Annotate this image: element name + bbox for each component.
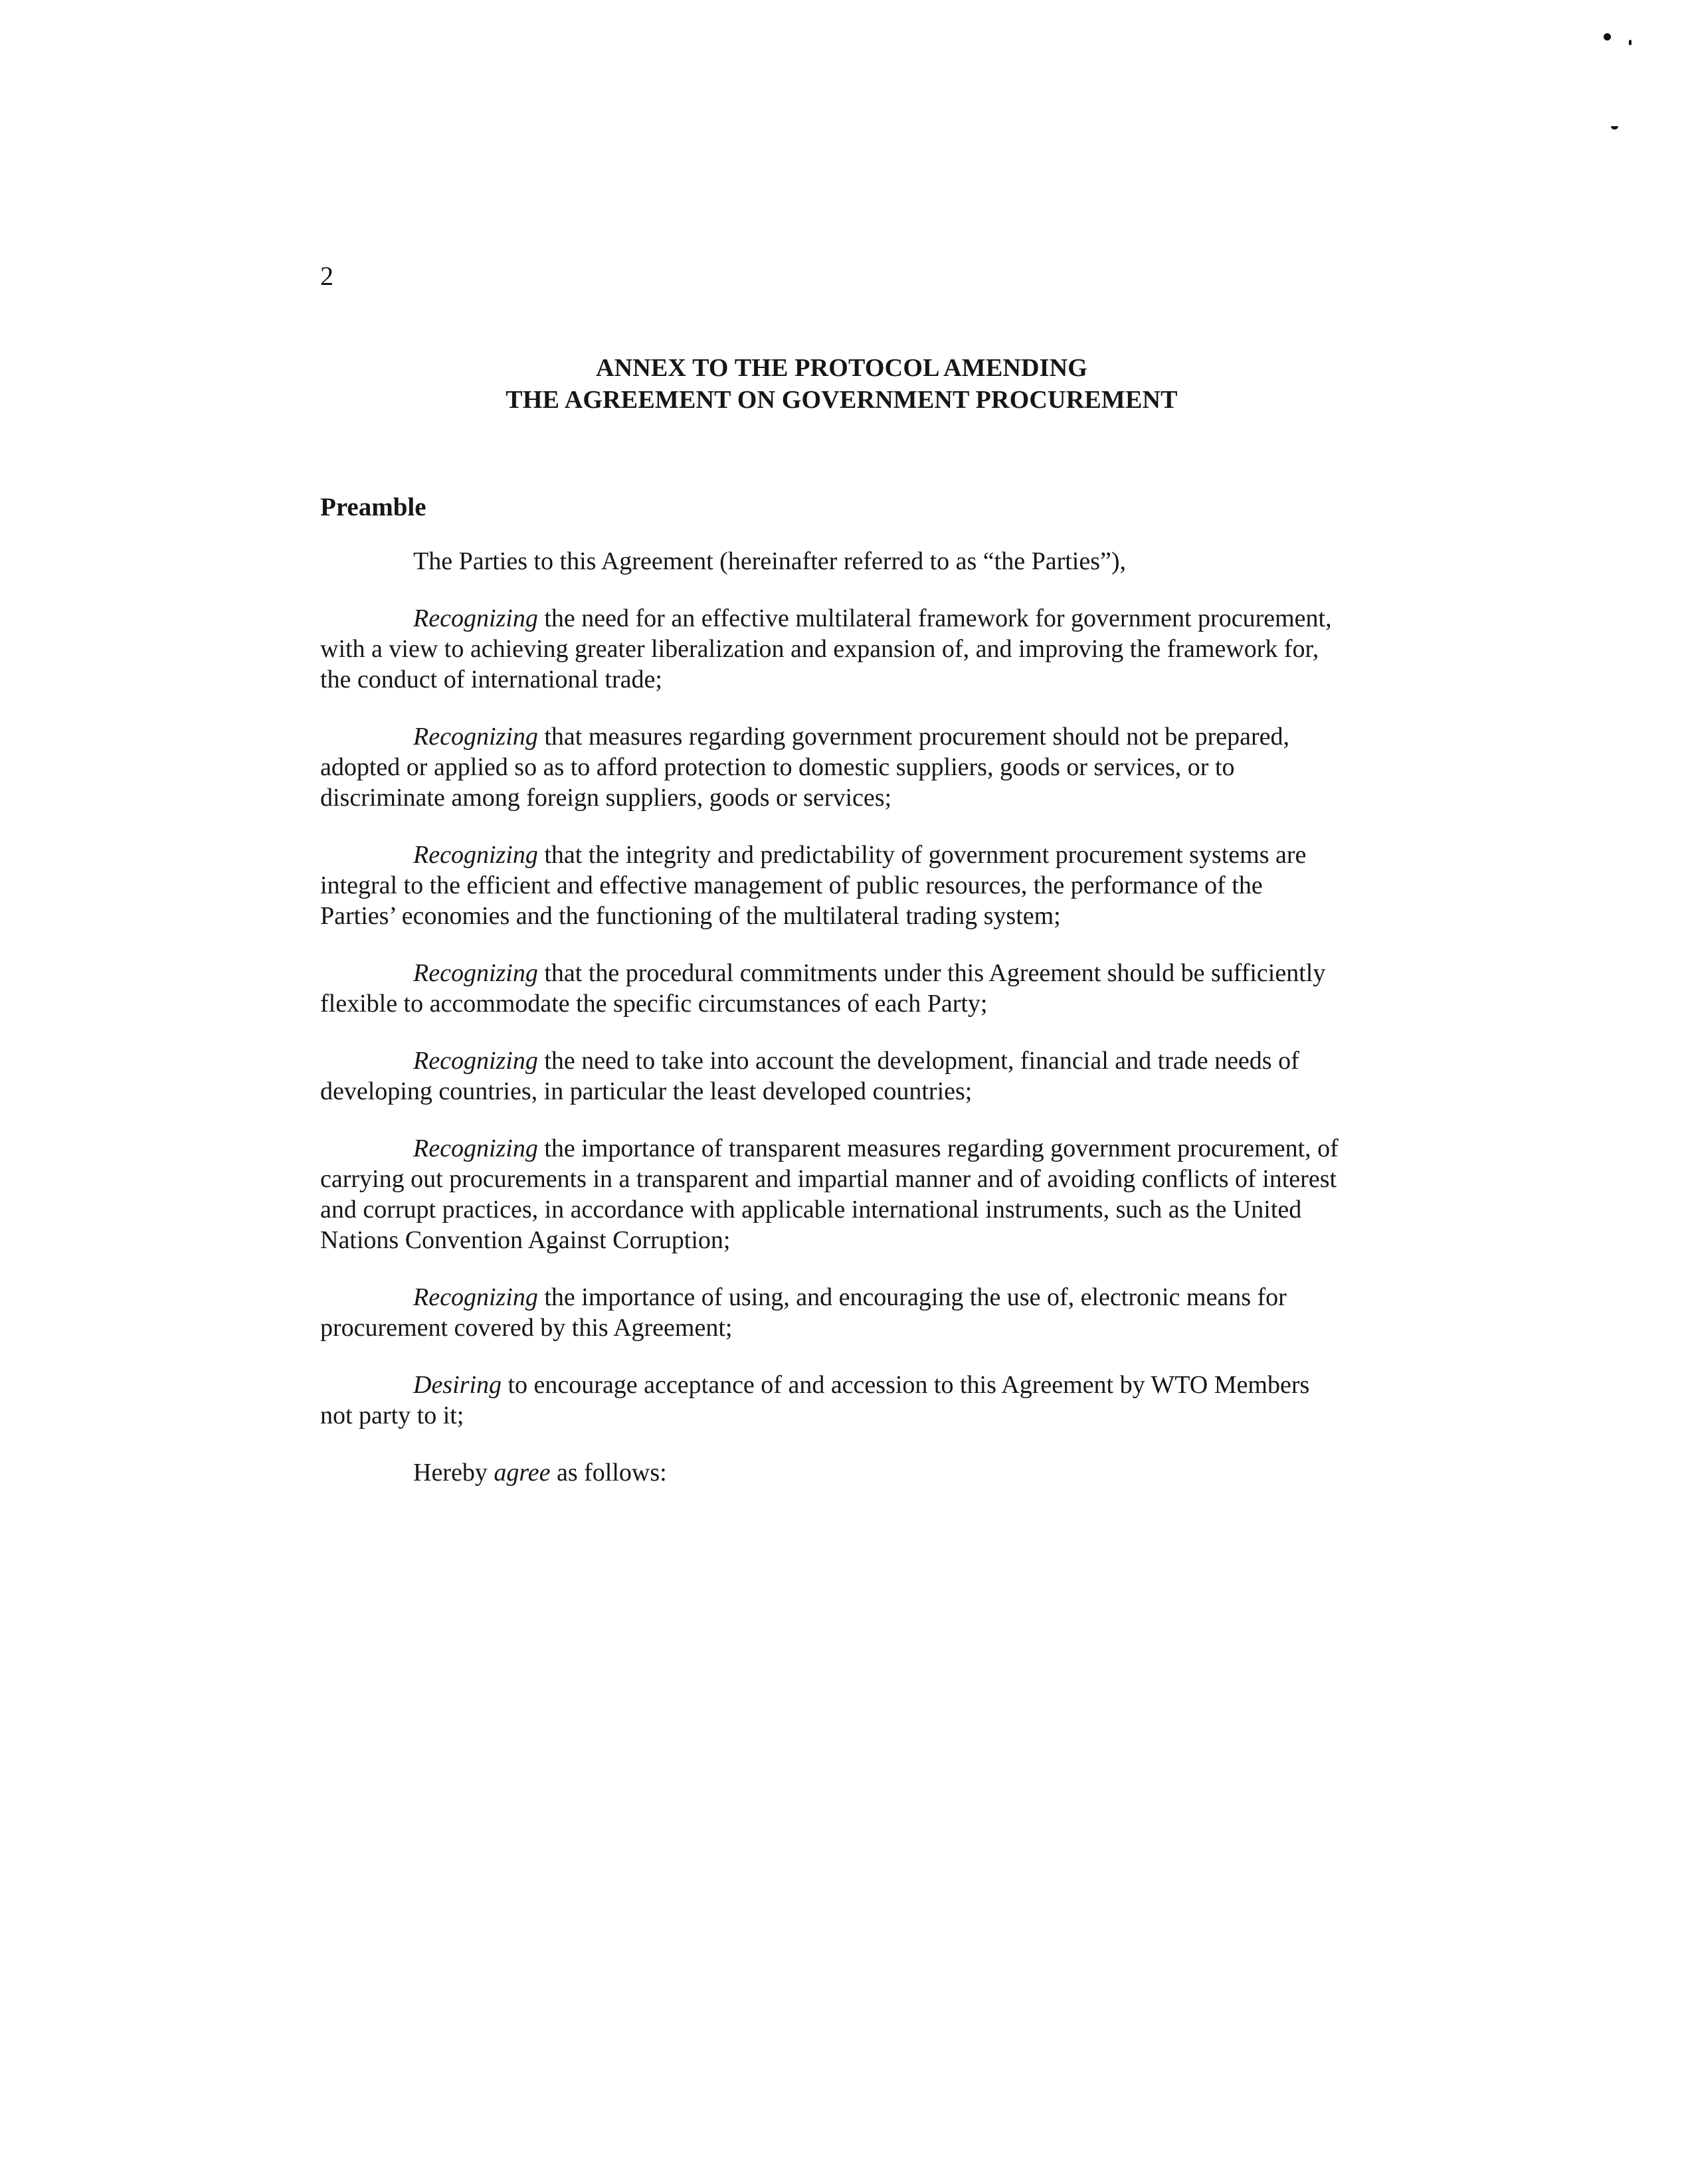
scan-speck-mark [1629, 40, 1632, 45]
paragraph-text: The Parties to this Agreement (hereinafter referred to as “the Parties”), [413, 547, 1127, 575]
closing-text-after: as follows: [550, 1459, 667, 1487]
preamble-paragraph [320, 1282, 1343, 1343]
paragraph-lead-word: Recognizing [413, 959, 538, 987]
paragraph-lead-word: Recognizing [413, 1047, 538, 1075]
title-line: ANNEX TO THE PROTOCOL AMENDING [595, 354, 1088, 382]
paragraph-lead-word: Recognizing [413, 1135, 538, 1162]
preamble-paragraph [320, 546, 1343, 577]
preamble-body [320, 546, 1343, 1514]
paragraph-text: that measures regarding government procurement should not be prepared, adopted or applied so as to afford protection to domestic suppliers, goods or services, or to discriminate among foreign suppliers, goods or services; [320, 723, 1290, 812]
paragraph-text: the need for an effective multilateral framework for government procurement, with a view to achieving greater liberalization and expansion of, and improving the framework for, the conduct of international trade; [320, 604, 1332, 693]
scan-speck-mark [1611, 126, 1618, 130]
paragraph-lead-word: Recognizing [413, 841, 538, 869]
scan-speck-mark [1604, 33, 1611, 41]
paragraph-text: the need to take into account the development, financial and trade needs of developing countries, in particular the least developed countries; [320, 1047, 1299, 1105]
paragraph-lead-word: Desiring [413, 1371, 502, 1399]
paragraph-text: that the procedural commitments under this Agreement should be sufficiently flexible to accommodate the specific circumstances of each Party; [320, 959, 1326, 1018]
preamble-paragraph [320, 958, 1343, 1019]
preamble-paragraph [320, 1370, 1343, 1431]
paragraph-text: to encourage acceptance of and accession to this Agreement by WTO Members not party to it; [320, 1371, 1310, 1429]
paragraph-text: the importance of using, and encouraging the use of, electronic means for procurement covered by this Agreement; [320, 1283, 1287, 1342]
paragraph-text: the importance of transparent measures regarding government procurement, of carrying out procurements in a transparent and impartial manner and of avoiding conflicts of interest and corrupt practices, in accordance with applicable international instruments, such as the United Nations Convention Against Corruption; [320, 1135, 1339, 1254]
closing-emphasis: agree [494, 1459, 551, 1487]
section-heading: Preamble [320, 493, 426, 521]
paragraph-lead-word: Recognizing [413, 723, 538, 751]
paragraph-lead-word: Recognizing [413, 1283, 538, 1311]
preamble-paragraph [320, 721, 1343, 813]
page-number: 2 [320, 261, 333, 291]
closing-paragraph [320, 1457, 1343, 1488]
preamble-paragraph [320, 1046, 1343, 1107]
paragraph-lead-word: Recognizing [413, 604, 538, 632]
preamble-paragraph [320, 1133, 1343, 1255]
title-line: THE AGREEMENT ON GOVERNMENT PROCUREMENT [506, 386, 1178, 414]
preamble-paragraph [320, 603, 1343, 695]
paragraph-text: that the integrity and predictability of government procurement systems are integral to the efficient and effective management of public resources, the performance of the Parties’ economies and the functioning of the multilateral trading system; [320, 841, 1307, 930]
closing-text-before: Hereby [413, 1459, 494, 1487]
document-title [320, 352, 1363, 416]
preamble-paragraph [320, 840, 1343, 931]
